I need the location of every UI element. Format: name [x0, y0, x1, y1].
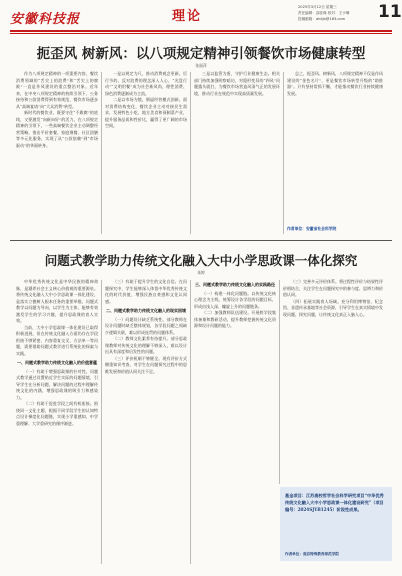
article-separator: [10, 240, 392, 241]
paragraph: （三）完善多元评价体系。将过程性评价与结果性评价相结合，关注学生在问题探究中的参与度、思辨力和价值认同。: [283, 279, 383, 297]
paragraph: 新时代的餐饮业，既要守住“不敢腐”的底线，又要激发“向新向好”的活力。在八项规定精神的引领下，一些高端餐饮企业主动调整经营策略，推出平价套餐、家庭聚餐、社区团膳等多元化服务，实现了从“公款依赖”到“市场驱动”的华丽转身。: [16, 110, 98, 148]
paragraph: （一）问题设计缺乏系统性。部分教师在设计问题时缺乏整体规划，各学段问题之间缺少逻辑关联，难以形成连贯的问题体系。: [105, 316, 187, 335]
paragraph: 二是以市场为镜，倒逼经营模式创新。面对消费结构变化，餐饮企业主动对接民生需求，发展特色小吃、地方美食和预制菜产业，提升服务品质和性价比，赢得了更广阔的市场空间。: [105, 97, 187, 128]
column-divider: [190, 72, 191, 234]
column-divider: [101, 72, 102, 234]
article1-column-4: [287, 71, 383, 221]
article2-column-4: [283, 279, 383, 483]
section-heading: 二、问题式教学助力传统文化融入的现实困境: [106, 308, 186, 313]
article2-column-3: [194, 279, 276, 566]
contact-line: 投稿邮箱：ahkjb@163.com: [298, 17, 346, 21]
masthead: [10, 2, 402, 32]
paragraph: （一）构建一体化问题链。以传统文化核心理念为主线，统筹设计各学段的问题目标，形成由浅入深、螺旋上升的问题链条。: [194, 290, 276, 309]
paragraph: （二）有助于促进学段之间有机衔接。围绕同一文化主题，根据不同学段学生的认知特点设计梯度化问题链，实现小学重感知、中学重理解、大学重研究的循序渐进。: [16, 401, 98, 426]
section-heading: 一、问题式教学助力传统文化融入的价值意蕴: [17, 360, 97, 365]
paragraph: （二）教师文化素养有待提升。部分思政课教师对传统文化的理解不够深入，难以设计出具有深度和启发性的问题。: [105, 336, 187, 354]
issue-date: 2025年3月12日 星期三: [298, 5, 337, 9]
paragraph: （二）加强教师队伍建设。开展跨学段集体备课和教研活动，提升教师挖掘传统文化资源和设计问题的能力。: [194, 310, 276, 328]
paragraph: 一是以规定为尺，推动消费观念更新。厉行节约、反对浪费的理念深入人心，“光盘行动”“文明用餐”成为社会新风尚，理性消费、绿色消费逐渐成为主流。: [105, 71, 187, 96]
column-divider: [190, 280, 191, 564]
issue-meta: [298, 4, 378, 22]
paragraph: 总之，扼歪风、树新风，八项规定精神不仅是作风建设的“金色名片”，更是餐饮市场转型升级的“助推器”。只有坚持常抓不懈，才能推动餐饮行业持续健康发展。: [287, 71, 383, 96]
article-headline: 扼歪风 树新风：以八项规定精神引领餐饮市场健康转型: [36, 46, 366, 62]
section-title: 理论: [172, 9, 203, 24]
page-number: 11: [378, 2, 402, 22]
article1-column-1: [16, 71, 98, 236]
column-divider: [101, 280, 102, 564]
masthead-thin-rule: [10, 33, 392, 34]
masthead-rule: [10, 30, 392, 32]
article-headline: 问题式教学助力传统文化融入大中小学思政课一体化探究: [44, 253, 358, 268]
article-byline: 张丽萍: [195, 63, 207, 68]
editor-line: 责任编辑：邵佳缘 校对：王小琳: [298, 11, 350, 15]
paragraph: 当前，大中小学思政课一体化建设已取得积极进展，但在传统文化融入方面仍存在学段衔接不够紧密、内容重复交叉、方法单一等问题，需要借助问题式教学进行系统化的探索与实践。: [16, 324, 98, 356]
column-divider: [283, 72, 284, 234]
paragraph: （三）评价机制不够健全。现有评价方式侧重知识考查，对学生在问题探究过程中的思维发展和价值认同关注不足。: [105, 355, 187, 374]
section-heading: 三、问题式教学助力传统文化融入的实践路径: [195, 282, 275, 287]
paragraph: （一）有助于增强思政课的针对性。问题式教学通过设置贴近学生实际的问题情境，引导学生在分析问题、解决问题的过程中理解传统文化的内涵，增强思政课的吸引力和感染力。: [16, 368, 98, 400]
article1-column-3: [194, 71, 280, 236]
paragraph: （四）拓展实践育人场域。充分利用博物馆、纪念馆、非遗传承基地等社会资源，引导学生在真实情境中发现问题、探究问题，让传统文化真正入脑入心。: [283, 298, 383, 317]
article1-column-2: [105, 71, 187, 236]
paragraph: （三）有助于提升学生的文化自信。在问题探究中，学生能够深入体悟中华优秀传统文化的时代价值，增强民族自豪感和文化认同感。: [105, 279, 187, 304]
paragraph: 中华优秀传统文化是中华民族的精神命脉，是涵养社会主义核心价值观的重要源泉。将传统文化融入大中小学思政课一体化建设，是落实立德树人根本任务的重要举措。问题式教学以问题为导向，以学生为主体，能够有效激发学生的学习兴趣，提升思政课的育人实效。: [16, 279, 98, 323]
paragraph: 作为八项规定精神的一项重要内容，餐饮消费领域的“舌尖上的浪费”和“舌尖上的腐败”一直是作风建设的重点整治对象。近年来，在中央八项规定精神的持续引领下，公务接待和公款消费得到有效规范，餐饮市场逐步从“高端宴请”向“大众消费”转型。: [16, 71, 98, 109]
newspaper-logo: 安徽科技报: [10, 12, 81, 27]
paragraph: 三是以监管为盾，守护行业健康生态。相关部门持续加强明察暗访，对隐形变异的“四风”问题露头就打，为餐饮市场营造风清气正的发展环境，推动行业在规范中实现高质量发展。: [194, 71, 280, 96]
author-unit: 作者单位：安徽省社会科学院: [287, 226, 337, 231]
article2-column-1: [16, 279, 98, 566]
author-unit: 作者单位：南京特殊教育师范学院: [285, 552, 339, 556]
column-divider: [279, 280, 280, 484]
article2-column-2: [105, 279, 187, 566]
article-byline: 朱婷: [197, 270, 205, 275]
fund-note: 基金项目：江苏高校哲学社会科学研究项目“中华优秀传统文化融入大中小学思政课一体化建设研究”（项目编号：2024SJYB1245）阶段性成果。: [285, 493, 384, 512]
